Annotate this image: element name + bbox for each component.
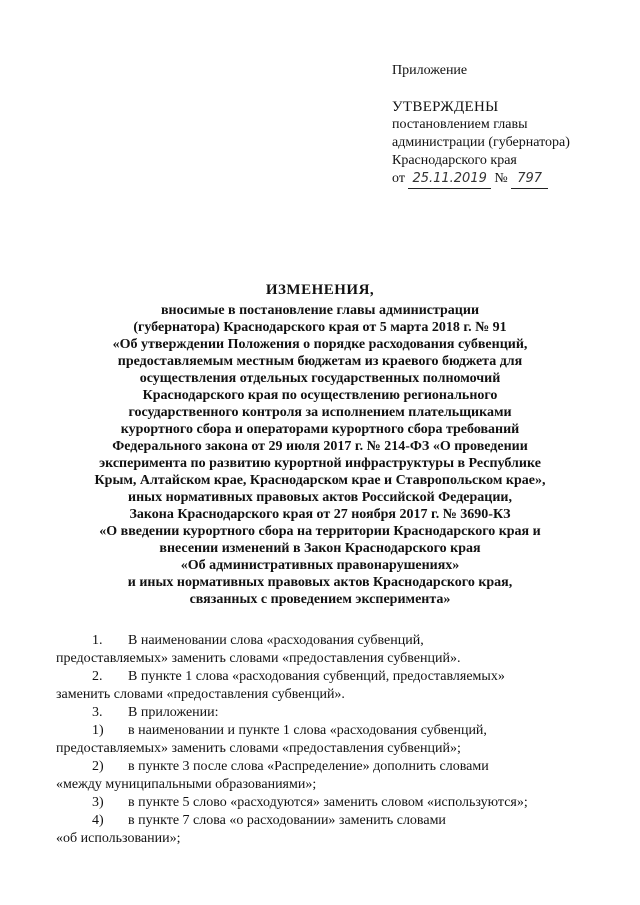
list-item — [92, 722, 582, 740]
list-item-continuation: предоставляемых» заменить словами «предоставления субвенций». — [56, 651, 461, 666]
list-item-continuation: предоставляемых» заменить словами «предоставления субвенций»; — [56, 741, 461, 756]
list-item-continuation: «между муниципальными образованиями»; — [56, 777, 317, 792]
title-line: Федерального закона от 29 июля 2017 г. № 214-ФЗ «О проведении — [112, 439, 528, 454]
item-text: в пункте 7 слова «о расходовании» заменить словами — [128, 813, 446, 828]
list-item — [92, 812, 582, 830]
item-number: 3) — [92, 795, 104, 810]
title-line: и иных нормативных правовых актов Краснодарского края, — [127, 575, 513, 590]
title-line: осуществления отдельных государственных полномочий — [139, 371, 501, 386]
document-title — [80, 282, 560, 608]
from-label: от — [392, 171, 405, 186]
approval-stamp — [392, 62, 570, 189]
item-text: В пункте 1 слова «расходования субвенций, предоставляемых» — [128, 669, 505, 684]
title-line: «О введении курортного сбора на территории Краснодарского края и — [99, 524, 541, 539]
item-number: 2) — [92, 759, 104, 774]
stamp-date-line — [392, 170, 570, 189]
title-line: «Об административных правонарушениях» — [180, 558, 460, 573]
list-item — [92, 632, 582, 650]
title-line: иных нормативных правовых актов Российской Федерации, — [128, 490, 512, 505]
document-body — [56, 632, 582, 848]
title-line: внесении изменений в Закон Краснодарского края — [159, 541, 481, 556]
appendix-label: Приложение — [392, 63, 468, 78]
item-text: в наименовании и пункте 1 слова «расходования субвенций, — [128, 723, 487, 738]
title-line: Крым, Алтайском крае, Краснодарском крае и Ставропольском крае», — [94, 473, 546, 488]
title-line: «Об утверждении Положения о порядке расходования субвенций, — [112, 337, 528, 352]
title-line: предоставляемым местным бюджетам из краевого бюджета для — [117, 354, 523, 369]
item-number: 3. — [92, 705, 103, 720]
list-item — [92, 704, 582, 722]
item-text: В наименовании слова «расходования субвенций, — [128, 633, 424, 648]
list-item — [92, 758, 582, 776]
title-line: государственного контроля за исполнением плательщиками — [128, 405, 512, 420]
title-line: курортного сбора и операторами курортного сбора требований — [120, 422, 520, 437]
title-line: (губернатора) Краснодарского края от 5 марта 2018 г. № 91 — [133, 320, 507, 335]
title-line: эксперимента по развитию курортной инфраструктуры в Республике — [99, 456, 541, 471]
title-heading: ИЗМЕНЕНИЯ, — [265, 282, 375, 298]
title-line: Закона Краснодарского края от 27 ноября 2017 г. № 3690-КЗ — [129, 507, 511, 522]
list-item — [92, 794, 582, 812]
handwritten-date: 25.11.2019 — [408, 170, 490, 189]
approved-label: УТВЕРЖДЕНЫ — [392, 99, 499, 115]
item-text: в пункте 3 после слова «Распределение» дополнить словами — [128, 759, 489, 774]
list-item-continuation: «об использовании»; — [56, 831, 181, 846]
item-number: 2. — [92, 669, 103, 684]
title-line: вносимые в постановление главы администрации — [160, 303, 480, 318]
stamp-line: постановлением главы — [392, 117, 528, 132]
stamp-line: Краснодарского края — [392, 153, 517, 168]
stamp-line: администрации (губернатора) — [392, 135, 570, 150]
item-number: 1. — [92, 633, 103, 648]
list-item — [92, 668, 582, 686]
item-text: в пункте 5 слово «расходуются» заменить словом «используются»; — [128, 795, 528, 810]
item-number: 4) — [92, 813, 104, 828]
handwritten-number: 797 — [511, 170, 548, 189]
list-item-continuation: заменить словами «предоставления субвенций». — [56, 687, 345, 702]
item-text: В приложении: — [128, 705, 219, 720]
number-label: № — [494, 171, 508, 186]
item-number: 1) — [92, 723, 104, 738]
title-line: Краснодарского края по осуществлению регионального — [142, 388, 498, 403]
title-line: связанных с проведением эксперимента» — [189, 592, 451, 607]
